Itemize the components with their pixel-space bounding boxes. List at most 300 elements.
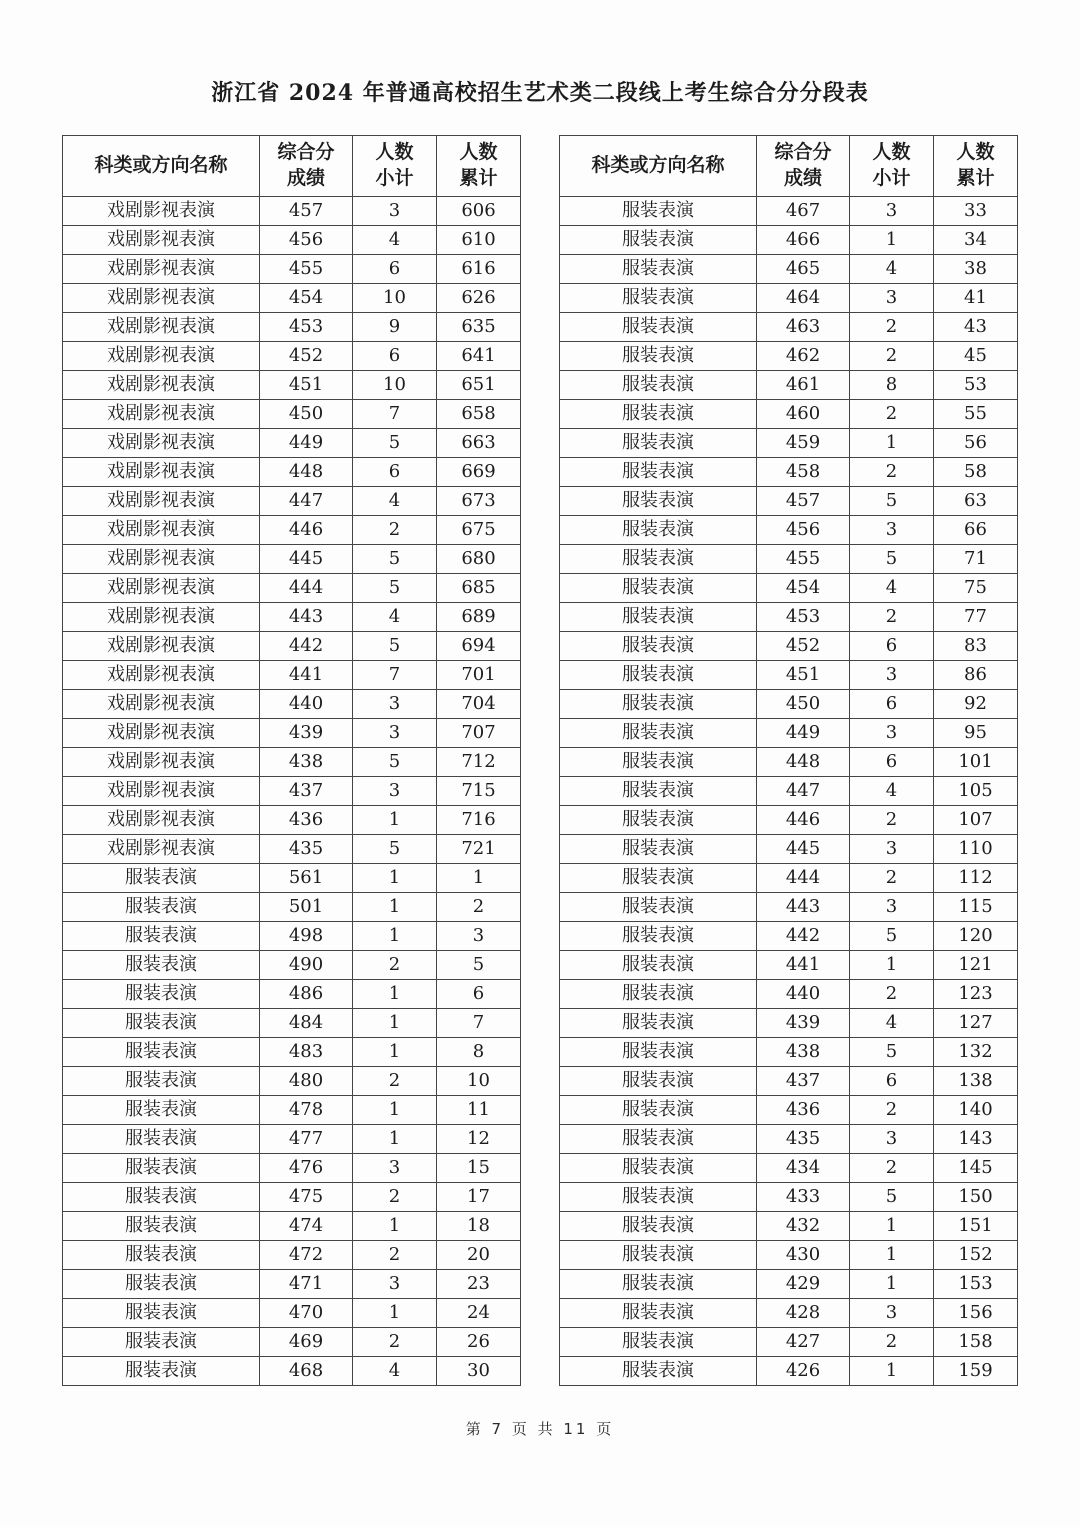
table-cell: 戏剧影视表演 xyxy=(63,255,260,284)
table-cell: 456 xyxy=(260,226,353,255)
table-cell: 2 xyxy=(850,864,934,893)
table-cell: 10 xyxy=(437,1067,521,1096)
header-count-cumulative-line1: 人数 xyxy=(459,141,498,164)
table-cell: 服装表演 xyxy=(63,1038,260,1067)
table-cell: 140 xyxy=(934,1096,1018,1125)
table-cell: 680 xyxy=(437,545,521,574)
table-cell: 服装表演 xyxy=(560,371,757,400)
table-row xyxy=(63,980,521,1009)
table-cell: 701 xyxy=(437,661,521,690)
header-count-cumulative-line2: 累计 xyxy=(459,167,498,189)
table-cell: 458 xyxy=(757,458,850,487)
table-cell: 服装表演 xyxy=(63,1241,260,1270)
table-cell: 641 xyxy=(437,342,521,371)
table-cell: 451 xyxy=(757,661,850,690)
table-cell: 戏剧影视表演 xyxy=(63,458,260,487)
table-cell: 1 xyxy=(353,806,437,835)
table-cell: 服装表演 xyxy=(63,1299,260,1328)
table-cell: 486 xyxy=(260,980,353,1009)
table-cell: 服装表演 xyxy=(560,1328,757,1357)
table-cell: 1 xyxy=(850,429,934,458)
table-cell: 5 xyxy=(850,1183,934,1212)
table-header xyxy=(560,136,1018,197)
table-cell: 服装表演 xyxy=(560,1067,757,1096)
table-cell: 1 xyxy=(850,1357,934,1386)
table-cell: 1 xyxy=(353,1125,437,1154)
table-cell: 427 xyxy=(757,1328,850,1357)
table-row xyxy=(560,197,1018,226)
table-cell: 服装表演 xyxy=(560,1270,757,1299)
table-row xyxy=(63,719,521,748)
table-cell: 721 xyxy=(437,835,521,864)
table-cell: 服装表演 xyxy=(560,1038,757,1067)
table-cell: 戏剧影视表演 xyxy=(63,690,260,719)
table-row xyxy=(63,806,521,835)
table-cell: 戏剧影视表演 xyxy=(63,748,260,777)
table-cell: 服装表演 xyxy=(560,603,757,632)
table-row xyxy=(560,487,1018,516)
table-cell: 3 xyxy=(353,1270,437,1299)
table-cell: 151 xyxy=(934,1212,1018,1241)
table-row xyxy=(63,371,521,400)
table-cell: 3 xyxy=(850,1299,934,1328)
table-row xyxy=(560,1299,1018,1328)
table-cell: 服装表演 xyxy=(560,1125,757,1154)
table-cell: 20 xyxy=(437,1241,521,1270)
table-cell: 9 xyxy=(353,313,437,342)
table-cell: 服装表演 xyxy=(560,806,757,835)
table-cell: 447 xyxy=(260,487,353,516)
table-cell: 432 xyxy=(757,1212,850,1241)
table-row xyxy=(560,284,1018,313)
table-cell: 服装表演 xyxy=(63,1183,260,1212)
table-cell: 5 xyxy=(850,487,934,516)
table-row xyxy=(560,661,1018,690)
table-cell: 1 xyxy=(353,864,437,893)
table-cell: 1 xyxy=(850,1241,934,1270)
table-cell: 438 xyxy=(260,748,353,777)
table-row xyxy=(560,719,1018,748)
table-cell: 685 xyxy=(437,574,521,603)
table-cell: 服装表演 xyxy=(560,545,757,574)
table-cell: 471 xyxy=(260,1270,353,1299)
table-cell: 616 xyxy=(437,255,521,284)
table-cell: 服装表演 xyxy=(63,1154,260,1183)
table-cell: 434 xyxy=(757,1154,850,1183)
table-cell: 1 xyxy=(353,980,437,1009)
table-cell: 服装表演 xyxy=(560,255,757,284)
table-row xyxy=(63,1328,521,1357)
table-cell: 450 xyxy=(757,690,850,719)
table-cell: 6 xyxy=(353,458,437,487)
table-cell: 454 xyxy=(757,574,850,603)
table-row xyxy=(63,429,521,458)
table-cell: 4 xyxy=(353,226,437,255)
table-cell: 3 xyxy=(850,197,934,226)
table-row xyxy=(63,1270,521,1299)
table-cell: 152 xyxy=(934,1241,1018,1270)
table-row xyxy=(560,1212,1018,1241)
table-cell: 18 xyxy=(437,1212,521,1241)
table-row xyxy=(63,951,521,980)
table-cell: 1 xyxy=(850,1270,934,1299)
table-cell: 1 xyxy=(353,1212,437,1241)
table-row xyxy=(560,255,1018,284)
table-cell: 2 xyxy=(353,1241,437,1270)
table-cell: 2 xyxy=(850,400,934,429)
table-cell: 3 xyxy=(850,284,934,313)
table-cell: 6 xyxy=(353,255,437,284)
table-cell: 426 xyxy=(757,1357,850,1386)
table-cell: 服装表演 xyxy=(560,284,757,313)
header-count-subtotal-line2: 小计 xyxy=(872,167,911,189)
table-cell: 501 xyxy=(260,893,353,922)
table-cell: 55 xyxy=(934,400,1018,429)
table-cell: 34 xyxy=(934,226,1018,255)
table-cell: 服装表演 xyxy=(63,864,260,893)
table-row xyxy=(560,1154,1018,1183)
table-row xyxy=(63,864,521,893)
table-cell: 5 xyxy=(353,632,437,661)
table-row xyxy=(63,516,521,545)
table-cell: 4 xyxy=(353,1357,437,1386)
table-row xyxy=(63,603,521,632)
table-cell: 服装表演 xyxy=(560,197,757,226)
table-cell: 戏剧影视表演 xyxy=(63,661,260,690)
table-cell: 服装表演 xyxy=(63,951,260,980)
header-count-cumulative-line2: 累计 xyxy=(956,167,995,189)
table-row xyxy=(63,284,521,313)
table-cell: 2 xyxy=(353,1067,437,1096)
table-cell: 441 xyxy=(757,951,850,980)
table-cell: 158 xyxy=(934,1328,1018,1357)
table-cell: 3 xyxy=(850,835,934,864)
table-cell: 1 xyxy=(850,226,934,255)
table-cell: 服装表演 xyxy=(63,1212,260,1241)
table-cell: 463 xyxy=(757,313,850,342)
table-cell: 675 xyxy=(437,516,521,545)
table-row xyxy=(560,603,1018,632)
table-cell: 56 xyxy=(934,429,1018,458)
header-count-subtotal-line1: 人数 xyxy=(872,141,911,164)
table-row xyxy=(560,632,1018,661)
table-cell: 445 xyxy=(757,835,850,864)
header-composite-score-line1: 综合分 xyxy=(277,141,335,164)
table-row xyxy=(63,1299,521,1328)
table-cell: 5 xyxy=(850,922,934,951)
table-row xyxy=(560,545,1018,574)
table-cell: 476 xyxy=(260,1154,353,1183)
table-row xyxy=(560,226,1018,255)
table-cell: 120 xyxy=(934,922,1018,951)
table-cell: 440 xyxy=(260,690,353,719)
table-cell: 26 xyxy=(437,1328,521,1357)
table-cell: 159 xyxy=(934,1357,1018,1386)
table-cell: 7 xyxy=(353,400,437,429)
table-cell: 712 xyxy=(437,748,521,777)
table-cell: 服装表演 xyxy=(63,1328,260,1357)
table-cell: 服装表演 xyxy=(560,922,757,951)
table-cell: 83 xyxy=(934,632,1018,661)
table-cell: 10 xyxy=(353,284,437,313)
table-cell: 437 xyxy=(757,1067,850,1096)
table-cell: 5 xyxy=(353,429,437,458)
table-cell: 戏剧影视表演 xyxy=(63,806,260,835)
table-cell: 436 xyxy=(260,806,353,835)
table-cell: 483 xyxy=(260,1038,353,1067)
table-cell: 戏剧影视表演 xyxy=(63,284,260,313)
table-cell: 626 xyxy=(437,284,521,313)
table-cell: 468 xyxy=(260,1357,353,1386)
table-cell: 15 xyxy=(437,1154,521,1183)
table-cell: 1 xyxy=(353,1009,437,1038)
table-cell: 2 xyxy=(850,342,934,371)
table-cell: 153 xyxy=(934,1270,1018,1299)
table-cell: 服装表演 xyxy=(560,516,757,545)
table-row xyxy=(63,835,521,864)
header-row xyxy=(63,136,521,197)
table-cell: 11 xyxy=(437,1096,521,1125)
table-cell: 460 xyxy=(757,400,850,429)
table-cell: 服装表演 xyxy=(63,1009,260,1038)
table-cell: 2 xyxy=(850,458,934,487)
table-cell: 4 xyxy=(850,777,934,806)
table-cell: 30 xyxy=(437,1357,521,1386)
table-cell: 715 xyxy=(437,777,521,806)
table-cell: 450 xyxy=(260,400,353,429)
table-cell: 3 xyxy=(353,197,437,226)
table-row xyxy=(560,516,1018,545)
table-cell: 服装表演 xyxy=(560,1183,757,1212)
table-cell: 服装表演 xyxy=(63,1125,260,1154)
table-cell: 2 xyxy=(850,1154,934,1183)
table-cell: 2 xyxy=(850,1096,934,1125)
table-cell: 115 xyxy=(934,893,1018,922)
table-cell: 服装表演 xyxy=(560,1212,757,1241)
table-cell: 7 xyxy=(437,1009,521,1038)
table-row xyxy=(560,690,1018,719)
table-cell: 467 xyxy=(757,197,850,226)
table-cell: 3 xyxy=(850,516,934,545)
table-cell: 475 xyxy=(260,1183,353,1212)
table-cell: 459 xyxy=(757,429,850,458)
table-cell: 1 xyxy=(353,1096,437,1125)
table-cell: 戏剧影视表演 xyxy=(63,603,260,632)
table-cell: 2 xyxy=(850,313,934,342)
table-cell: 戏剧影视表演 xyxy=(63,574,260,603)
table-cell: 戏剧影视表演 xyxy=(63,197,260,226)
table-row xyxy=(560,342,1018,371)
table-cell: 5 xyxy=(353,748,437,777)
table-header xyxy=(63,136,521,197)
table-cell: 433 xyxy=(757,1183,850,1212)
table-row xyxy=(63,1125,521,1154)
table-cell: 6 xyxy=(850,632,934,661)
table-cell: 服装表演 xyxy=(560,1096,757,1125)
header-composite-score xyxy=(260,136,353,197)
table-row xyxy=(560,922,1018,951)
table-cell: 4 xyxy=(353,603,437,632)
table-cell: 4 xyxy=(850,574,934,603)
table-row xyxy=(63,574,521,603)
table-row xyxy=(560,777,1018,806)
table-cell: 服装表演 xyxy=(560,835,757,864)
table-row xyxy=(63,458,521,487)
table-row xyxy=(560,371,1018,400)
table-cell: 12 xyxy=(437,1125,521,1154)
table-cell: 444 xyxy=(757,864,850,893)
table-row xyxy=(63,1357,521,1386)
table-cell: 1 xyxy=(850,951,934,980)
table-cell: 440 xyxy=(757,980,850,1009)
table-row xyxy=(63,777,521,806)
table-cell: 439 xyxy=(757,1009,850,1038)
table-cell: 477 xyxy=(260,1125,353,1154)
table-cell: 75 xyxy=(934,574,1018,603)
table-row xyxy=(63,1241,521,1270)
table-cell: 442 xyxy=(757,922,850,951)
header-composite-score xyxy=(757,136,850,197)
table-cell: 490 xyxy=(260,951,353,980)
table-row xyxy=(63,748,521,777)
table-cell: 服装表演 xyxy=(560,980,757,1009)
table-cell: 6 xyxy=(437,980,521,1009)
tables-container xyxy=(62,135,1018,1386)
page-title: 浙江省 2024 年普通高校招生艺术类二段线上考生综合分分段表 xyxy=(211,80,869,106)
table-cell: 444 xyxy=(260,574,353,603)
table-cell: 445 xyxy=(260,545,353,574)
table-cell: 2 xyxy=(850,603,934,632)
table-cell: 服装表演 xyxy=(560,719,757,748)
table-cell: 服装表演 xyxy=(63,922,260,951)
table-cell: 451 xyxy=(260,371,353,400)
table-cell: 635 xyxy=(437,313,521,342)
table-cell: 戏剧影视表演 xyxy=(63,313,260,342)
table-row xyxy=(63,545,521,574)
table-cell: 服装表演 xyxy=(560,690,757,719)
table-row xyxy=(560,1067,1018,1096)
table-cell: 3 xyxy=(353,719,437,748)
table-row xyxy=(560,1241,1018,1270)
table-cell: 63 xyxy=(934,487,1018,516)
table-cell: 443 xyxy=(757,893,850,922)
table-cell: 4 xyxy=(850,255,934,284)
table-cell: 437 xyxy=(260,777,353,806)
table-cell: 10 xyxy=(353,371,437,400)
table-cell: 430 xyxy=(757,1241,850,1270)
table-cell: 428 xyxy=(757,1299,850,1328)
table-cell: 716 xyxy=(437,806,521,835)
table-cell: 服装表演 xyxy=(63,980,260,1009)
table-row xyxy=(63,1067,521,1096)
table-row xyxy=(63,1154,521,1183)
table-cell: 663 xyxy=(437,429,521,458)
table-row xyxy=(63,1038,521,1067)
table-cell: 2 xyxy=(850,806,934,835)
header-count-subtotal xyxy=(353,136,437,197)
table-cell: 435 xyxy=(757,1125,850,1154)
table-cell: 454 xyxy=(260,284,353,313)
table-row xyxy=(560,864,1018,893)
table-cell: 58 xyxy=(934,458,1018,487)
table-cell: 1 xyxy=(437,864,521,893)
table-cell: 6 xyxy=(850,748,934,777)
table-row xyxy=(63,632,521,661)
table-cell: 8 xyxy=(437,1038,521,1067)
table-cell: 447 xyxy=(757,777,850,806)
table-cell: 92 xyxy=(934,690,1018,719)
table-cell: 438 xyxy=(757,1038,850,1067)
table-cell: 4 xyxy=(850,1009,934,1038)
table-cell: 服装表演 xyxy=(560,777,757,806)
table-cell: 服装表演 xyxy=(560,429,757,458)
table-cell: 戏剧影视表演 xyxy=(63,226,260,255)
table-cell: 455 xyxy=(757,545,850,574)
table-cell: 服装表演 xyxy=(560,748,757,777)
table-cell: 2 xyxy=(437,893,521,922)
table-cell: 86 xyxy=(934,661,1018,690)
table-cell: 服装表演 xyxy=(63,1270,260,1299)
table-cell: 53 xyxy=(934,371,1018,400)
table-row xyxy=(63,1096,521,1125)
table-cell: 2 xyxy=(353,1183,437,1212)
table-cell: 服装表演 xyxy=(560,661,757,690)
table-cell: 470 xyxy=(260,1299,353,1328)
table-cell: 1 xyxy=(353,893,437,922)
table-cell: 6 xyxy=(353,342,437,371)
table-cell: 2 xyxy=(850,1328,934,1357)
table-cell: 41 xyxy=(934,284,1018,313)
table-row xyxy=(560,1096,1018,1125)
table-row xyxy=(560,429,1018,458)
header-count-cumulative xyxy=(437,136,521,197)
table-cell: 707 xyxy=(437,719,521,748)
table-cell: 戏剧影视表演 xyxy=(63,429,260,458)
table-cell: 651 xyxy=(437,371,521,400)
table-cell: 121 xyxy=(934,951,1018,980)
table-row xyxy=(560,835,1018,864)
table-cell: 1 xyxy=(353,1299,437,1328)
table-cell: 145 xyxy=(934,1154,1018,1183)
table-row xyxy=(560,1125,1018,1154)
header-count-subtotal-line1: 人数 xyxy=(375,141,414,164)
table-row xyxy=(560,893,1018,922)
table-cell: 127 xyxy=(934,1009,1018,1038)
table-cell: 498 xyxy=(260,922,353,951)
table-cell: 472 xyxy=(260,1241,353,1270)
table-cell: 457 xyxy=(757,487,850,516)
table-row xyxy=(560,1328,1018,1357)
table-cell: 107 xyxy=(934,806,1018,835)
table-cell: 38 xyxy=(934,255,1018,284)
table-cell: 441 xyxy=(260,661,353,690)
table-cell: 3 xyxy=(850,719,934,748)
table-cell: 戏剧影视表演 xyxy=(63,342,260,371)
table-row xyxy=(560,1183,1018,1212)
table-cell: 3 xyxy=(437,922,521,951)
table-cell: 480 xyxy=(260,1067,353,1096)
table-cell: 1 xyxy=(353,922,437,951)
table-cell: 453 xyxy=(757,603,850,632)
table-cell: 689 xyxy=(437,603,521,632)
table-row xyxy=(63,690,521,719)
table-cell: 服装表演 xyxy=(560,574,757,603)
table-cell: 服装表演 xyxy=(560,1357,757,1386)
table-cell: 服装表演 xyxy=(560,313,757,342)
table-cell: 673 xyxy=(437,487,521,516)
table-cell: 3 xyxy=(353,690,437,719)
table-cell: 3 xyxy=(850,893,934,922)
